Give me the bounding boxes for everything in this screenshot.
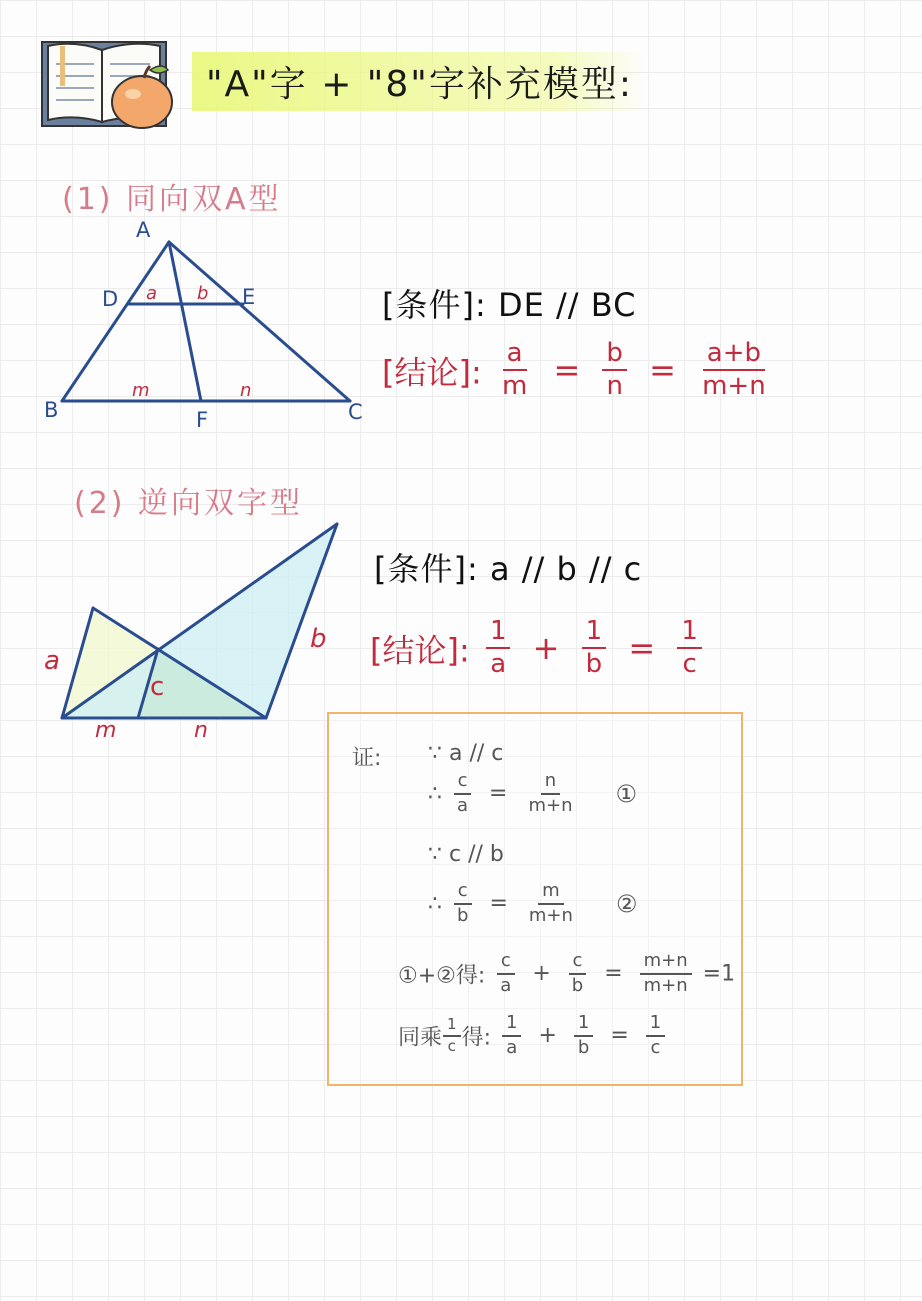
step-label: ①+②得:: [398, 963, 486, 989]
fraction-a-over-m: [498, 340, 531, 401]
section1-conclusion: [382, 340, 776, 401]
equals-sign: =: [604, 961, 623, 987]
plus-sign: +: [532, 629, 560, 668]
proof-line-2: [428, 772, 637, 816]
den: a: [457, 794, 469, 816]
reverse-double-figure: [50, 515, 350, 730]
den: m+n: [702, 371, 766, 402]
label-seg-m2: m: [95, 718, 117, 743]
plus-sign: +: [538, 1023, 557, 1049]
equals-sign: =: [628, 629, 656, 668]
proof-line-1: ∵ a // c: [428, 741, 504, 766]
num: a: [503, 340, 527, 371]
num: n: [541, 772, 560, 795]
equals-sign: =: [489, 891, 508, 917]
fraction: [574, 1014, 593, 1058]
fraction-1-over-a: [486, 618, 511, 679]
equals-one: =1: [702, 961, 736, 987]
fraction: [640, 952, 692, 996]
label-f: F: [196, 408, 209, 432]
num: m+n: [640, 952, 692, 975]
label-seg-a: a: [146, 283, 158, 304]
num: c: [569, 952, 587, 975]
proof-line-3: ∵ c // b: [428, 842, 504, 867]
fraction-multiplier: [443, 1017, 461, 1055]
label-seg-n: n: [240, 380, 252, 401]
proof-prefix: 证:: [352, 746, 382, 771]
condition-text: a // b // c: [489, 550, 643, 588]
label-seg-m: m: [132, 380, 150, 401]
num: m: [538, 882, 564, 905]
equals-sign: =: [610, 1023, 629, 1049]
equals-sign: =: [489, 781, 508, 807]
section2-condition: [374, 544, 642, 590]
fraction-sum: [698, 340, 770, 401]
plus-sign: +: [532, 961, 551, 987]
section1-heading: (1) 同向双A型: [62, 182, 282, 217]
conclusion-label: [结论]:: [382, 353, 482, 392]
label-c-vertex: C: [348, 400, 363, 424]
num: c: [454, 882, 472, 905]
num: 1: [646, 1014, 665, 1037]
step-label-suffix: 得:: [461, 1025, 491, 1051]
den: c: [682, 649, 697, 680]
section1-condition: [382, 280, 636, 326]
den: n: [606, 371, 623, 402]
section2-conclusion: [370, 618, 708, 679]
label-d: D: [102, 287, 119, 311]
equals-sign: =: [649, 351, 676, 390]
proof-line-4: [428, 882, 637, 926]
step-label: 同乘: [398, 1025, 443, 1051]
book-apple-icon: [38, 36, 178, 132]
num: a+b: [703, 340, 765, 371]
condition-text: DE // BC: [497, 286, 637, 324]
num: 1: [486, 618, 511, 649]
den: m+n: [643, 974, 688, 996]
fraction: [646, 1014, 665, 1058]
fraction: [568, 952, 587, 996]
fraction-b-over-n: [602, 340, 627, 401]
den: a: [506, 1036, 518, 1058]
fraction: [524, 772, 576, 816]
num: c: [497, 952, 515, 975]
den: c: [447, 1036, 456, 1055]
den: b: [577, 1036, 590, 1058]
conclusion-label: [结论]:: [370, 631, 470, 670]
den: b: [571, 974, 584, 996]
den: c: [650, 1036, 661, 1058]
label-seg-b: b: [197, 283, 209, 304]
edge-ab: [62, 242, 169, 401]
fraction: [502, 1014, 521, 1058]
equation-marker-2: ②: [615, 889, 638, 918]
den: m+n: [528, 904, 573, 926]
equation-marker-1: ①: [615, 779, 638, 808]
proof-line-5: [398, 952, 735, 996]
proof-line-6: [398, 1014, 669, 1058]
fraction-1-over-b: [582, 618, 607, 679]
den: b: [585, 649, 603, 680]
label-seg-b2: b: [310, 624, 327, 654]
label-b-vertex: B: [44, 398, 59, 422]
equals-sign: =: [553, 351, 581, 390]
num: 1: [582, 618, 607, 649]
label-a-vertex: A: [136, 218, 151, 242]
label-e: E: [242, 285, 256, 309]
fraction-1-over-c: [677, 618, 702, 679]
fraction: [453, 882, 472, 926]
therefore-sign: ∴: [428, 781, 442, 807]
page-title: "A"字 + "8"字补充模型:: [192, 52, 647, 111]
fraction: [453, 772, 472, 816]
label-seg-a2: a: [44, 646, 60, 676]
therefore-sign: ∴: [428, 891, 442, 917]
num: 1: [574, 1014, 593, 1037]
condition-label: [条件]:: [382, 286, 487, 324]
den: m: [501, 371, 528, 402]
condition-label: [条件]:: [374, 550, 479, 588]
fraction: [496, 952, 515, 996]
den: a: [490, 649, 507, 680]
num: 1: [502, 1014, 521, 1037]
num: b: [602, 340, 627, 371]
den: m+n: [528, 794, 573, 816]
num: 1: [677, 618, 702, 649]
num: 1: [443, 1017, 461, 1037]
label-seg-n2: n: [194, 718, 208, 743]
fraction: [525, 882, 577, 926]
double-a-figure: [40, 220, 380, 440]
section2-heading: (2) 逆向双字型: [74, 486, 304, 521]
label-seg-c2: c: [150, 672, 165, 702]
den: a: [500, 974, 512, 996]
den: b: [457, 904, 469, 926]
num: c: [454, 772, 472, 795]
